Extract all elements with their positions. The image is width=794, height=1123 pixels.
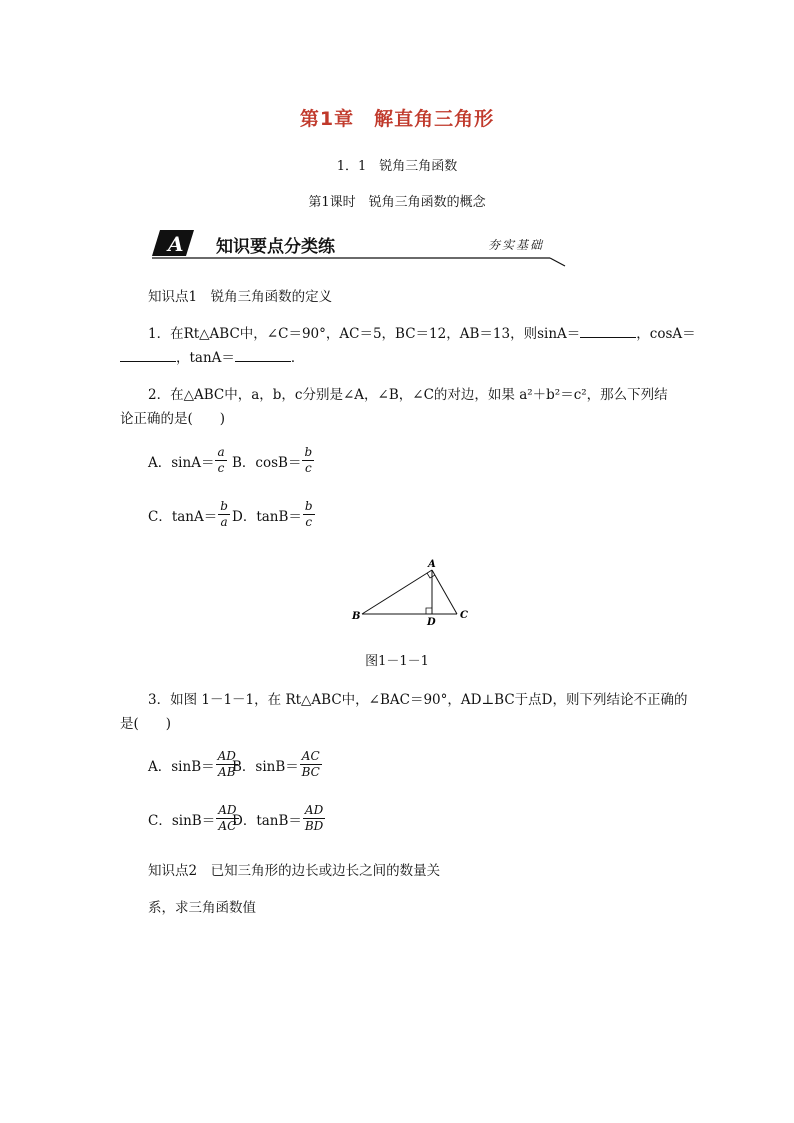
- q3-option-a[interactable]: A．sinB＝ $\frac{AD}{AB}$: [148, 749, 236, 780]
- triangle-figure: [345, 555, 475, 630]
- chapter-title: 第1章 解直角三角形: [299, 108, 495, 130]
- knowledge-point-1: 知识点1 锐角三角函数的定义: [148, 289, 333, 305]
- question-1-line-2: [120, 346, 304, 366]
- banner-underline-tail: [550, 258, 565, 266]
- right-angle-mark-d: [426, 608, 432, 614]
- label-d: D: [427, 617, 436, 628]
- side-ac: [432, 570, 457, 614]
- question-2-line-2: 论正确的是( ): [120, 411, 226, 427]
- banner-title: 知识要点分类练: [216, 237, 335, 257]
- q3-option-b[interactable]: B．sinB＝ $\frac{AC}{BC}$: [232, 749, 320, 780]
- question-1-text: 1．在Rt△ABC中，∠C＝90°，AC＝5，BC＝12，AB＝13，则sinA＝: [148, 326, 581, 342]
- banner-badge-letter: A: [168, 232, 184, 256]
- knowledge-point-2-line-1: 知识点2 已知三角形的边长或边长之间的数量关: [148, 863, 441, 879]
- question-2-line-1: 2．在△ABC中，a，b，c分别是∠A，∠B，∠C的对边，如果 a²＋b²＝c²，那么下列结: [148, 387, 668, 403]
- fraction: $\frac{AD}{BD}$: [304, 803, 324, 834]
- fraction: $\frac{b}{c}$: [304, 499, 313, 530]
- question-3-line-1: 3．如图 1－1－1，在 Rt△ABC中，∠BAC＝90°，AD⊥BC于点D，则下列结论不正确的: [148, 692, 688, 708]
- answer-blank-tan[interactable]: [235, 349, 291, 362]
- fraction: $\frac{b}{c}$: [304, 445, 313, 476]
- question-3-line-2: 是( ): [120, 716, 172, 732]
- question-1-tan-label: ，tanA＝: [176, 350, 235, 366]
- q2-option-d[interactable]: D．tanB＝ $\frac{b}{c}$: [232, 499, 313, 530]
- q2-option-c[interactable]: C．tanA＝ $\frac{b}{a}$: [148, 499, 228, 530]
- q2-option-a[interactable]: A．sinA＝ $\frac{a}{c}$: [148, 445, 225, 476]
- label-c: C: [460, 610, 468, 621]
- banner-subtitle: 夯实基础: [488, 238, 545, 252]
- question-1-end: ．: [290, 350, 305, 366]
- knowledge-point-2-line-2: 系，求三角函数值: [148, 900, 256, 916]
- question-1-line-1: [148, 322, 696, 342]
- q3-option-c[interactable]: C．sinB＝ $\frac{AD}{AC}$: [148, 803, 237, 834]
- label-a: A: [428, 559, 436, 570]
- q2-option-b[interactable]: B．cosB＝ $\frac{b}{c}$: [232, 445, 313, 476]
- figure-caption: 图1－1－1: [365, 654, 429, 669]
- fraction: $\frac{AD}{AC}$: [218, 803, 237, 834]
- q3-option-d[interactable]: D．tanB＝ $\frac{AD}{BD}$: [232, 803, 324, 834]
- fraction: $\frac{AC}{BC}$: [301, 749, 320, 780]
- question-1-mid: ，cosA＝: [636, 326, 696, 342]
- fraction: $\frac{b}{a}$: [220, 499, 228, 530]
- section-title: 1．1 锐角三角函数: [336, 159, 458, 174]
- fraction: $\frac{AD}{AB}$: [217, 749, 236, 780]
- side-ab: [362, 570, 432, 614]
- lesson-title: 第1课时 锐角三角函数的概念: [308, 195, 486, 210]
- answer-blank-cos[interactable]: [120, 349, 176, 362]
- fraction: $\frac{a}{c}$: [217, 445, 225, 476]
- answer-blank-sin[interactable]: [580, 325, 636, 338]
- label-b: B: [352, 611, 361, 622]
